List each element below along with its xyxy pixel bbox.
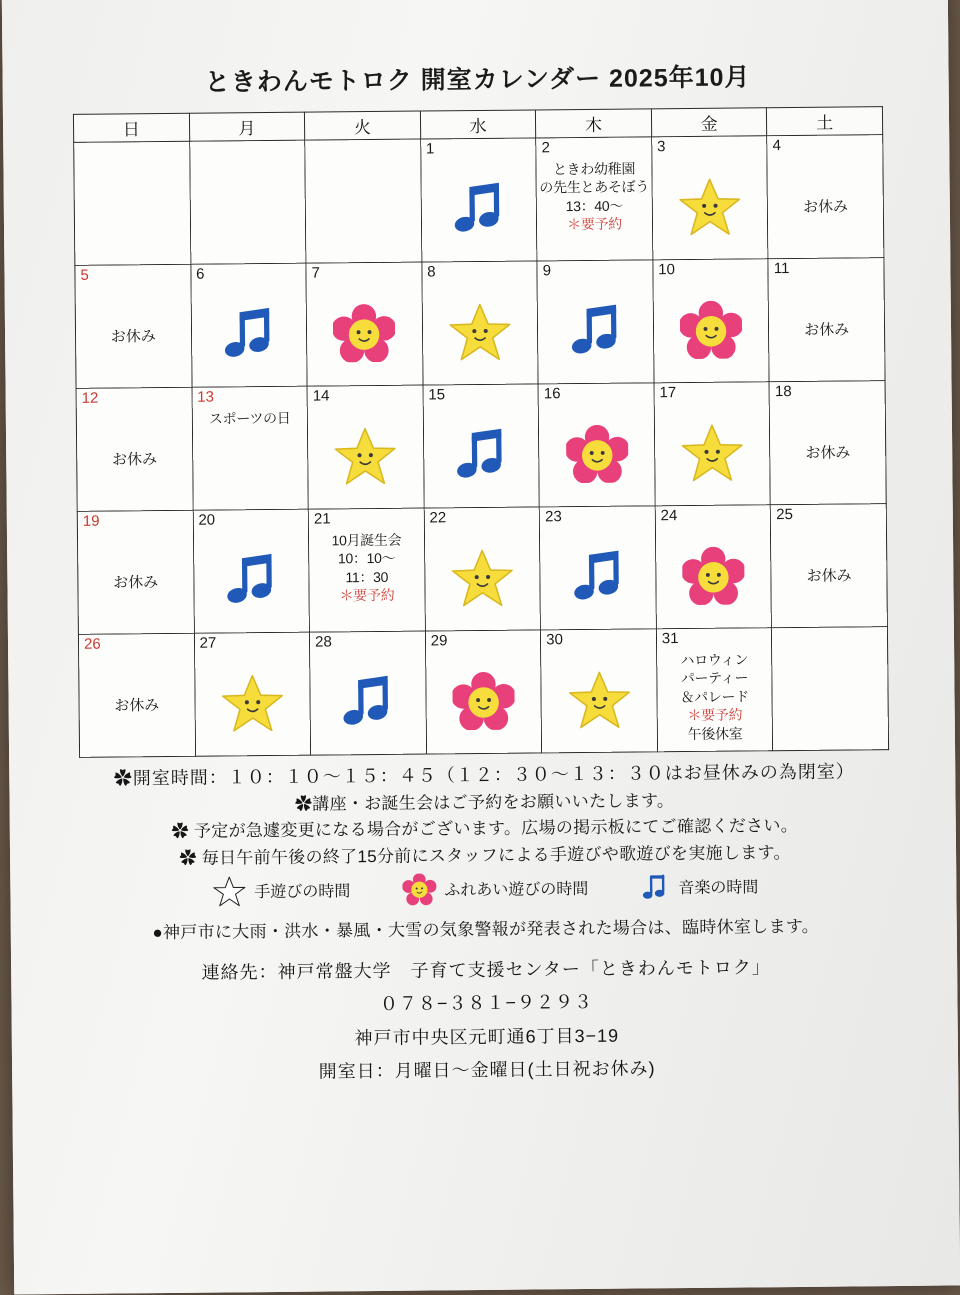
day-number: 22 — [429, 510, 446, 527]
contact-line-center: 連絡先：神戸常盤大学 子育て支援センター「ときわんモトロク」 — [81, 950, 891, 991]
legend — [80, 869, 890, 909]
star-icon — [219, 673, 286, 734]
day-number: 15 — [428, 387, 445, 404]
day-content-icon — [191, 284, 307, 385]
calendar-day-10 — [653, 259, 770, 383]
day-number: 1 — [426, 141, 435, 158]
weekday-header-sat: 土 — [767, 107, 883, 136]
day-number: 3 — [657, 139, 666, 156]
day-content-icon — [308, 406, 424, 507]
event-afternoon-note: 午後休室 — [688, 724, 743, 743]
day-content-icon — [541, 649, 657, 750]
calendar-day-27 — [194, 632, 311, 756]
day-number: 17 — [659, 385, 676, 402]
day-number: 30 — [546, 632, 563, 649]
calendar-day-9 — [537, 260, 654, 384]
star-icon — [212, 875, 246, 907]
day-number: 2 — [541, 140, 550, 157]
calendar-day-19 — [77, 510, 194, 634]
day-number: 28 — [315, 634, 332, 651]
music-note-icon — [339, 673, 398, 732]
calendar-body — [74, 135, 889, 758]
flower-icon — [452, 672, 515, 731]
event-line: ハロウィン — [680, 650, 748, 669]
legend-label-music: 音楽の時間 — [678, 875, 758, 899]
day-number: 19 — [83, 514, 100, 531]
calendar-day-17 — [654, 382, 771, 506]
star-icon — [677, 176, 744, 237]
calendar-week-row — [78, 627, 888, 758]
calendar-day-14 — [307, 385, 424, 509]
calendar-day-3 — [651, 136, 768, 260]
calendar-day-13 — [192, 386, 309, 510]
day-number: 4 — [773, 138, 782, 155]
day-number: 8 — [427, 264, 436, 281]
day-content-event — [192, 407, 308, 508]
weekday-header-wed: 水 — [420, 110, 536, 139]
event-line: パーティー — [681, 669, 749, 688]
day-content-event — [537, 157, 653, 258]
calendar-day-18 — [769, 381, 886, 505]
music-note-icon — [566, 302, 625, 361]
weekday-header-mon: 月 — [189, 112, 305, 141]
day-number: 24 — [661, 508, 678, 525]
music-note-icon — [452, 426, 511, 485]
star-icon — [566, 670, 633, 731]
calendar-day-25 — [771, 504, 888, 628]
legend-item-flower — [402, 872, 588, 906]
rest-label: お休み — [114, 694, 159, 715]
flower-icon — [333, 304, 396, 363]
calendar-day-15 — [423, 384, 540, 508]
music-note-icon — [220, 305, 279, 364]
event-reservation-note: ＊要予約 — [339, 586, 394, 605]
day-content-icon — [423, 404, 539, 505]
day-number: 31 — [662, 631, 679, 648]
star-icon — [332, 426, 399, 487]
calendar-day-22 — [424, 507, 541, 631]
calendar-day-2 — [536, 137, 653, 261]
rest-label: お休み — [805, 441, 850, 462]
flower-icon — [682, 546, 745, 605]
day-content-icon — [307, 283, 423, 384]
star-icon — [679, 422, 746, 483]
calendar-day-4 — [767, 135, 884, 259]
calendar-day-21 — [308, 508, 425, 632]
calendar-day-empty — [305, 139, 422, 263]
calendar-day-29 — [425, 630, 542, 754]
note-daily-activity: ✿ 毎日午前午後の終了15分前にスタッフによる手遊びや歌遊びを実施します。 — [80, 839, 890, 873]
event-line: ＆パレード — [680, 687, 749, 706]
event-line: ときわ幼稚園 — [553, 159, 635, 178]
weekday-header-tue: 火 — [305, 111, 421, 140]
calendar-day-6 — [190, 263, 307, 387]
flower-icon — [680, 300, 743, 359]
day-content-icon — [425, 527, 541, 628]
calendar-day-16 — [538, 383, 655, 507]
day-content-icon — [538, 280, 654, 381]
calendar-day-31 — [656, 628, 773, 752]
flower-icon — [402, 873, 436, 905]
paper-sheet — [2, 0, 960, 1295]
contact-block — [81, 950, 892, 1091]
page-title: ときわんモトロク 開室カレンダー 2025年10月 — [72, 56, 882, 100]
event-line: 10月誕生会 — [331, 531, 401, 550]
day-content-rest — [770, 401, 886, 502]
calendar-day-20 — [193, 509, 310, 633]
legend-item-star — [212, 874, 350, 907]
day-number: 12 — [82, 391, 99, 408]
contact-open-days: 開室日：月曜日〜金曜日(土日祝お休み) — [82, 1050, 892, 1091]
day-number: 29 — [431, 633, 448, 650]
calendar-day-5 — [75, 264, 192, 388]
day-content-event — [309, 529, 425, 630]
calendar-week-row — [77, 504, 887, 635]
day-content-rest — [76, 285, 192, 386]
calendar-day-empty — [772, 627, 889, 751]
calendar-day-7 — [306, 262, 423, 386]
contact-address: 神戸市中央区元町通6丁目3−19 — [82, 1017, 892, 1058]
music-note-icon — [222, 551, 281, 610]
calendar-day-11 — [768, 258, 885, 382]
note-schedule-change: ✿ 予定が急遽変更になる場合がございます。広場の掲示板にてご確認ください。 — [80, 812, 890, 846]
calendar-table — [73, 106, 889, 758]
day-number: 18 — [775, 384, 792, 401]
day-content-icon — [652, 156, 768, 257]
calendar-day-24 — [655, 505, 772, 629]
music-note-icon — [569, 548, 628, 607]
day-number: 10 — [658, 262, 675, 279]
day-content-icon — [656, 525, 772, 626]
day-number: 5 — [80, 268, 89, 285]
day-content-icon — [421, 158, 537, 259]
star-icon — [447, 302, 514, 363]
day-number: 11 — [774, 261, 790, 278]
day-number: 27 — [200, 636, 217, 653]
event-reservation-note: ＊要予約 — [687, 706, 742, 725]
flower-icon — [565, 425, 628, 484]
music-note-icon — [450, 180, 509, 239]
day-content-icon — [422, 281, 538, 382]
calendar-day-30 — [541, 629, 658, 753]
rest-label: お休み — [803, 195, 848, 216]
contact-phone: ０７８−３８１−９２９３ — [81, 983, 891, 1024]
legend-label-star: 手遊びの時間 — [254, 879, 350, 903]
calendar-day-empty — [74, 141, 191, 265]
day-number: 25 — [776, 507, 793, 524]
event-reservation-note: ＊要予約 — [567, 215, 622, 234]
music-note-icon — [640, 871, 670, 903]
day-content-event — [657, 648, 773, 749]
day-number: 16 — [544, 386, 561, 403]
calendar-day-empty — [189, 140, 306, 264]
day-content-icon — [655, 402, 771, 503]
day-number: 26 — [84, 637, 101, 654]
rest-label: お休み — [113, 571, 158, 592]
day-number: 9 — [543, 263, 552, 280]
calendar-day-8 — [422, 261, 539, 385]
event-line: スポーツの日 — [209, 409, 291, 428]
day-content-icon — [539, 403, 655, 504]
calendar-week-row — [75, 258, 885, 389]
event-line: 11：30 — [345, 568, 388, 587]
day-content-icon — [540, 526, 656, 627]
day-content-icon — [653, 279, 769, 380]
day-number: 6 — [196, 267, 205, 284]
day-number: 7 — [312, 266, 321, 283]
day-number: 23 — [545, 509, 562, 526]
note-opening-hours: ✿開室時間：１０：１０〜１５：４５（１２：３０〜１３：３０はお昼休みの為閉室） — [79, 758, 889, 794]
calendar-document — [72, 56, 892, 1091]
weather-warning: ●神戸市に大雨・洪水・暴風・大雪の気象警報が発表された場合は、臨時休室します。 — [81, 911, 891, 944]
legend-label-flower: ふれあい遊びの時間 — [444, 876, 588, 900]
calendar-day-26 — [78, 633, 195, 757]
day-content-icon — [310, 652, 426, 753]
day-content-icon — [194, 530, 310, 631]
calendar-week-row — [74, 135, 884, 266]
day-content-icon — [426, 650, 542, 751]
day-content-rest — [77, 408, 193, 509]
calendar-week-row — [76, 381, 886, 512]
event-line: の先生とあそぼう — [539, 178, 649, 198]
weekday-header-fri: 金 — [651, 108, 767, 137]
day-content-icon — [195, 653, 311, 754]
calendar-day-23 — [539, 506, 656, 630]
day-content-rest — [78, 531, 194, 632]
day-content-rest — [79, 654, 195, 755]
rest-label: お休み — [806, 564, 851, 585]
weekday-header-thu: 木 — [536, 109, 652, 138]
event-line: 10：10〜 — [338, 549, 396, 568]
calendar-day-1 — [420, 138, 537, 262]
calendar-day-12 — [76, 387, 193, 511]
day-number: 13 — [197, 390, 214, 407]
notes-section — [79, 758, 892, 1091]
day-content-rest — [771, 524, 887, 625]
day-number: 14 — [313, 388, 330, 405]
day-content-rest — [769, 278, 885, 379]
calendar-day-28 — [310, 631, 427, 755]
star-icon — [449, 548, 516, 609]
day-content-rest — [768, 155, 884, 256]
legend-item-music-note — [640, 870, 758, 903]
rest-label: お休み — [112, 448, 157, 469]
note-reservation: ✿講座・お誕生会はご予約をお願いいたします。 — [79, 786, 889, 820]
rest-label: お休み — [111, 325, 156, 346]
weekday-header-sun: 日 — [73, 113, 189, 142]
rest-label: お休み — [804, 318, 849, 339]
day-number: 21 — [314, 511, 331, 528]
day-number: 20 — [198, 513, 215, 530]
event-line: 13：40〜 — [566, 197, 624, 216]
